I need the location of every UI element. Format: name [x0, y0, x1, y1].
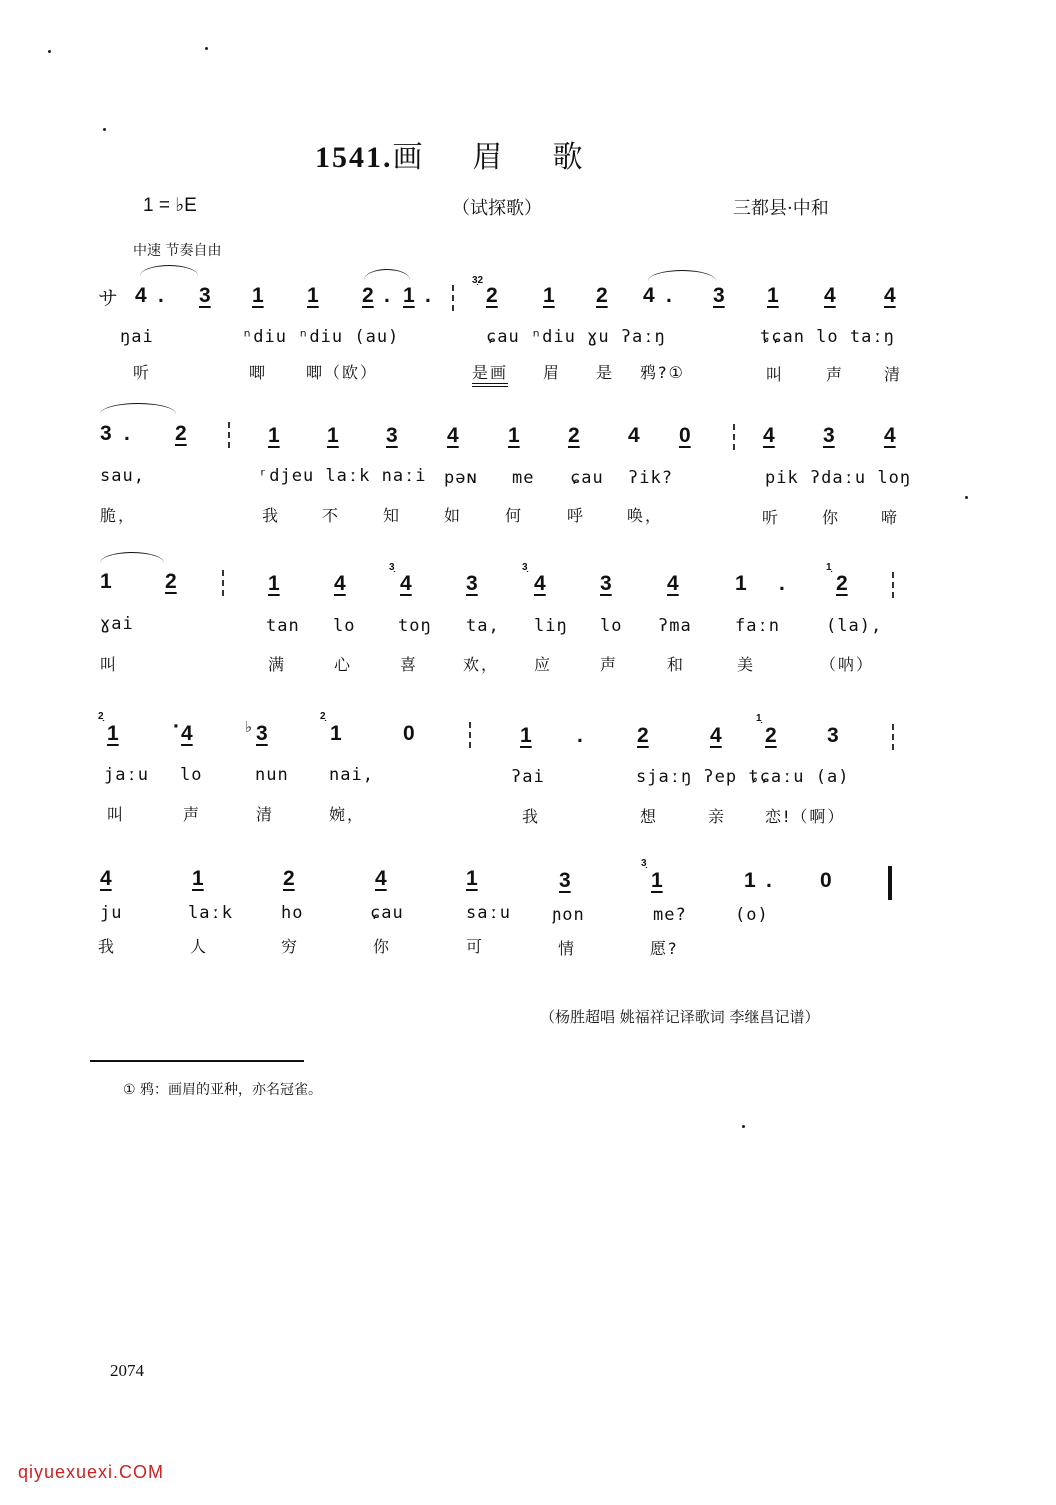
note: 4 — [710, 724, 722, 747]
scan-speck — [965, 496, 968, 499]
note: 3 — [466, 572, 478, 595]
note: 3 — [256, 722, 268, 745]
chinese-lyric: 你 — [822, 508, 841, 527]
note: 4 — [534, 572, 546, 595]
grace-note: 3̣ — [641, 858, 647, 869]
note-dot: . — [779, 572, 785, 595]
phonetic-lyric: nun — [255, 765, 289, 785]
note: 1 — [192, 867, 204, 890]
phonetic-lyric: (o) — [735, 905, 769, 925]
chinese-lyric: 我 — [262, 506, 281, 525]
note: 2 — [765, 724, 777, 747]
note: 1 — [543, 284, 555, 307]
note: 4 — [400, 572, 412, 595]
note: 1 — [268, 572, 280, 595]
phonetic-lyric: me — [512, 468, 535, 488]
note: 0 — [679, 424, 691, 447]
chinese-lyric: 声 — [826, 365, 845, 384]
bar-line — [228, 422, 230, 448]
flat-sign: ♭ — [245, 719, 253, 736]
phonetic-lyric: ɕau — [370, 903, 404, 923]
phonetic-lyric: liŋ — [534, 616, 568, 636]
note: 3 — [823, 424, 835, 447]
note: 0 — [403, 722, 415, 745]
note: 3 — [600, 572, 612, 595]
phonetic-lyric: ʔai — [511, 767, 545, 787]
chinese-lyric: 鸦?① — [640, 363, 685, 382]
phonetic-lyric: ʔik? — [628, 468, 673, 488]
chinese-lyric: 我 — [522, 807, 541, 826]
chinese-lyric: 清 — [884, 365, 903, 384]
note: 4 — [884, 284, 896, 307]
chinese-lyric: 唧（欧） — [306, 363, 379, 382]
note: 4 — [375, 867, 387, 890]
chinese-lyric: 我 — [98, 937, 117, 956]
bar-line — [733, 424, 735, 450]
chinese-lyric: 人 — [190, 937, 209, 956]
scan-speck — [742, 1125, 745, 1128]
chinese-lyric: 不 — [322, 506, 341, 525]
note: 4 — [628, 424, 640, 447]
key-signature: 1 = ♭E — [143, 195, 197, 216]
phonetic-lyric: ta, — [466, 616, 500, 636]
note-dot: . — [766, 869, 772, 892]
footnote-rule — [90, 1060, 304, 1062]
scan-speck — [103, 128, 106, 131]
note: 2 — [486, 284, 498, 307]
chinese-lyric: 想 — [640, 807, 659, 826]
note: 2 — [568, 424, 580, 447]
grace-note: 2̣ — [320, 711, 326, 722]
grace-note: 2̣ — [98, 711, 104, 722]
note: 3 — [559, 869, 571, 892]
phonetic-lyric: ju — [100, 903, 123, 923]
phonetic-lyric: lo — [600, 616, 623, 636]
chinese-lyric: 叫 — [107, 805, 126, 824]
note: 2 — [362, 284, 374, 307]
phonetic-lyric: toŋ — [398, 616, 432, 636]
note: 2 — [836, 572, 848, 595]
note-dot: . — [124, 422, 130, 445]
note: 1 — [744, 869, 756, 892]
phonetic-lyric: faːn — [735, 616, 780, 636]
slur — [140, 265, 198, 276]
phonetic-lyric: lo — [180, 765, 203, 785]
chinese-lyric: 你 — [373, 937, 392, 956]
song-number: 1541. — [315, 141, 393, 174]
chinese-lyric: 脆， — [100, 506, 137, 525]
note: 2 — [165, 570, 177, 593]
phonetic-lyric: ʔma — [658, 616, 692, 636]
chinese-lyric: 何 — [505, 506, 524, 525]
grace-note: 3̣2 — [472, 275, 484, 286]
phonetic-lyric: laːk — [188, 903, 233, 923]
note-dot: . — [425, 284, 431, 307]
grace-note: 3̣ — [389, 562, 395, 573]
bar-line — [222, 570, 224, 596]
phonetic-lyric: sau, — [100, 466, 145, 486]
chinese-lyric: 唤， — [627, 506, 664, 525]
phonetic-lyric: (la), — [826, 616, 883, 636]
note: 1 — [466, 867, 478, 890]
chinese-lyric: 恋!（啊） — [765, 807, 846, 826]
footnote: ① 鸦：画眉的亚种，亦名冠雀。 — [123, 1082, 323, 1098]
watermark: qiyuexuexi.COM — [18, 1462, 165, 1482]
note: 1 — [268, 424, 280, 447]
chinese-lyric: 心 — [334, 655, 353, 674]
chinese-lyric: 啼 — [881, 508, 900, 527]
phonetic-lyric: ɕau — [570, 468, 604, 488]
chinese-lyric: 和 — [667, 655, 686, 674]
slur — [100, 552, 164, 563]
chinese-lyric: 是画 — [472, 363, 509, 382]
phonetic-lyric: pik ʔdaːu loŋ — [765, 468, 912, 488]
song-name: 画眉歌 — [392, 140, 633, 175]
note: 4 — [884, 424, 896, 447]
phonetic-lyric: ɲon — [551, 905, 585, 925]
phonetic-lyric: saːu — [466, 903, 511, 923]
page-number: 2074 — [110, 1361, 144, 1380]
note: 1 — [735, 572, 747, 595]
note: 1 — [651, 869, 663, 892]
grace-note: 3̣ — [522, 562, 528, 573]
phonetic-lyric: ɣai — [100, 614, 134, 634]
note: 3 — [827, 724, 839, 747]
chinese-lyric: 情 — [558, 939, 577, 958]
tempo-marking: 中速 节奏自由 — [133, 243, 222, 259]
chinese-lyric: 唧 — [249, 363, 268, 382]
phonetic-lyric: nai, — [329, 765, 374, 785]
bar-line — [452, 285, 454, 311]
free-meter-mark: サ — [98, 286, 118, 310]
bar-line — [892, 572, 894, 598]
note: 3 — [386, 424, 398, 447]
grace-note: 1̣ — [756, 713, 762, 724]
phonetic-lyric: tan — [266, 616, 300, 636]
credits: （杨胜超唱 姚福祥记译歌词 李继昌记谱） — [540, 1008, 820, 1026]
chinese-lyric: 听 — [762, 508, 781, 527]
chinese-lyric: 满 — [268, 655, 287, 674]
phonetic-lyric: ȶɕan lo taːŋ — [760, 327, 895, 347]
note-dot: · — [173, 715, 180, 738]
note: 3 — [713, 284, 725, 307]
note: 0 — [820, 869, 832, 892]
note: 1 — [307, 284, 319, 307]
chinese-lyric: 声 — [183, 805, 202, 824]
chinese-lyric: 听 — [133, 363, 152, 382]
chinese-lyric: 可 — [466, 937, 485, 956]
slur — [364, 269, 410, 280]
chinese-lyric: 婉， — [329, 805, 366, 824]
note: 1 — [327, 424, 339, 447]
note: 1 — [252, 284, 264, 307]
note: 4 — [334, 572, 346, 595]
note: 3 — [100, 422, 112, 445]
note: 1 — [107, 722, 119, 745]
note: 1 — [330, 722, 342, 745]
phonetic-lyric: sjaːŋ ʔep ȶɕaːu (a) — [636, 767, 850, 787]
chinese-lyric: 叫 — [766, 365, 785, 384]
note: 2 — [596, 284, 608, 307]
slur — [100, 403, 176, 414]
note: 1 — [403, 284, 415, 307]
grace-note: 1̣ — [826, 562, 832, 573]
note-dot: . — [158, 284, 164, 307]
phonetic-lyric: ho — [281, 903, 304, 923]
note: 4 — [763, 424, 775, 447]
note: 3 — [199, 284, 211, 307]
phonetic-lyric: ʳdjeu laːk naːi — [258, 466, 427, 486]
chinese-lyric: 愿? — [650, 939, 679, 958]
song-location: 三都县·中和 — [733, 198, 829, 219]
phonetic-lyric: lo — [333, 616, 356, 636]
note: 4 — [181, 722, 193, 745]
chinese-lyric: 叫 — [100, 655, 119, 674]
phonetic-lyric: ŋai — [120, 327, 154, 347]
phonetic-lyric: pəɴ — [444, 468, 478, 488]
song-subtitle: （试探歌） — [452, 198, 542, 219]
scan-speck — [205, 47, 208, 50]
chinese-lyric: 亲 — [708, 807, 727, 826]
note-dot: . — [577, 724, 583, 747]
note: 2 — [283, 867, 295, 890]
final-barline — [888, 866, 892, 900]
slur — [648, 270, 716, 281]
note: 4 — [824, 284, 836, 307]
note: 4 — [447, 424, 459, 447]
note: 1 — [767, 284, 779, 307]
phonetic-lyric: ⁿdiu ⁿdiu (au) — [242, 327, 400, 347]
note: 2 — [637, 724, 649, 747]
note: 4 — [135, 284, 147, 307]
phonetic-lyric: me? — [653, 905, 687, 925]
bar-line — [469, 722, 471, 748]
note: 1 — [520, 724, 532, 747]
note: 4 — [100, 867, 112, 890]
chinese-lyric: 知 — [383, 506, 402, 525]
note-dot: . — [384, 284, 390, 307]
note: 1 — [508, 424, 520, 447]
chinese-lyric: 喜 — [400, 655, 419, 674]
phonetic-lyric: ɕau ⁿdiu ɣu ʔaːŋ — [486, 327, 666, 347]
note: 4 — [667, 572, 679, 595]
scan-speck — [48, 50, 51, 53]
note: 1 — [100, 570, 112, 593]
note: 2 — [175, 422, 187, 445]
chinese-lyric: 如 — [444, 506, 463, 525]
chinese-lyric: 眉 — [543, 363, 562, 382]
bar-line — [892, 724, 894, 750]
chinese-lyric: 声 — [600, 655, 619, 674]
chinese-lyric: 美 — [737, 655, 756, 674]
chinese-lyric: 欢， — [463, 655, 500, 674]
phonetic-lyric: jaːu — [104, 765, 149, 785]
chinese-lyric: （呐） — [820, 655, 875, 674]
chinese-lyric: 呼 — [567, 506, 586, 525]
chinese-lyric: 是 — [596, 363, 615, 382]
note: 4 — [643, 284, 655, 307]
chinese-lyric: 清 — [256, 805, 275, 824]
chinese-lyric: 穷 — [281, 937, 300, 956]
note-dot: . — [666, 284, 672, 307]
chinese-lyric: 应 — [534, 655, 553, 674]
song-title — [315, 132, 633, 176]
